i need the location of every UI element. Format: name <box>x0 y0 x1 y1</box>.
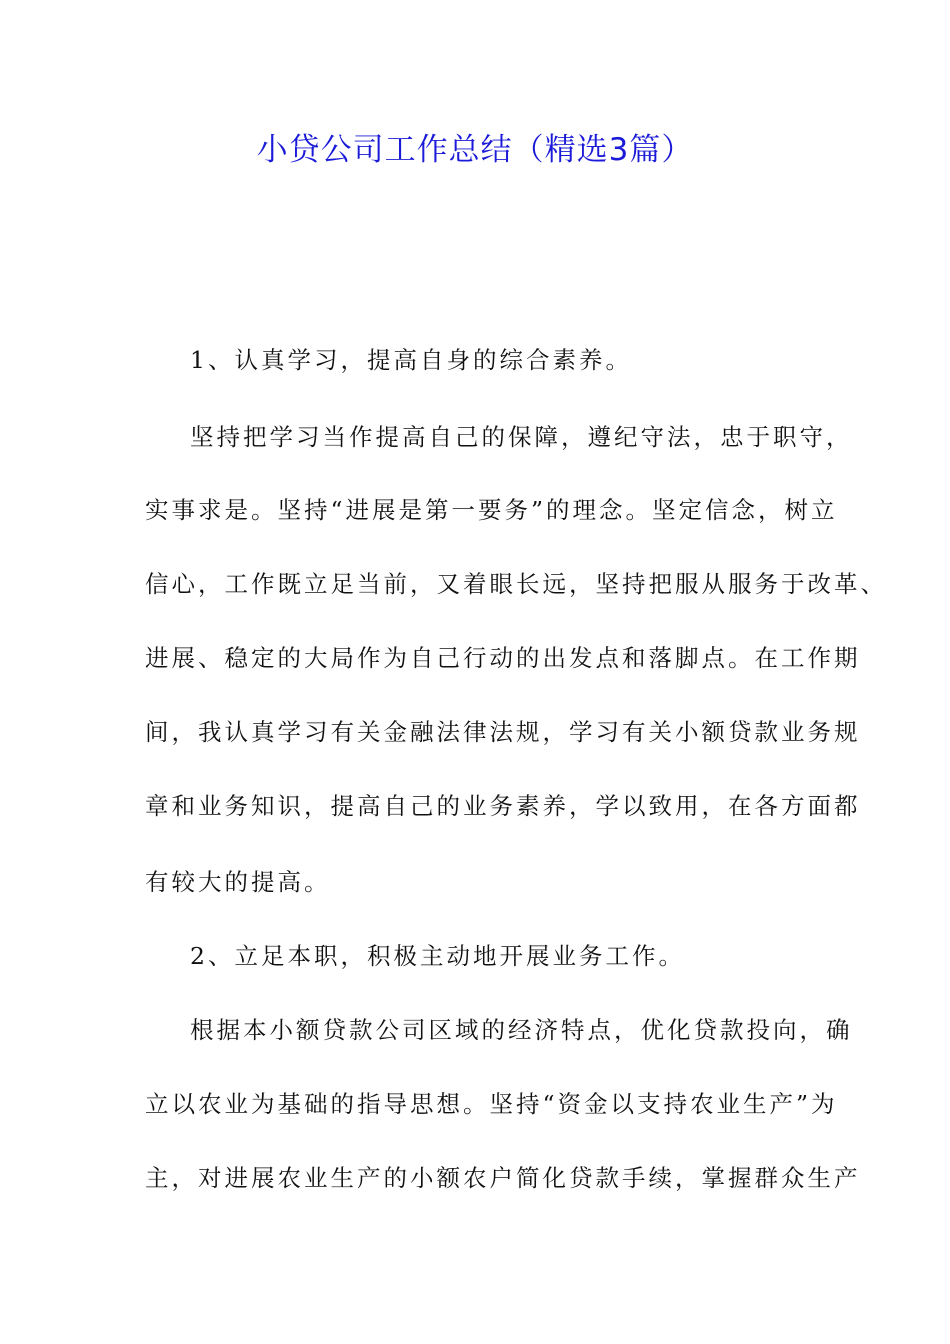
section-heading-2: 2、立足本职，积极主动地开展业务工作。 <box>190 942 685 970</box>
paragraph-line: 根据本小额贷款公司区域的经济特点，优化贷款投向，确 <box>190 1016 853 1044</box>
section-heading-1: 1、认真学习，提高自身的综合素养。 <box>190 346 632 374</box>
paragraph-line: 章和业务知识，提高自己的业务素养，学以致用，在各方面都 <box>145 792 861 820</box>
paragraph-line: 立以农业为基础的指导思想。坚持“资金以支持农业生产”为 <box>145 1090 838 1118</box>
document-title: 小贷公司工作总结（精选3篇） <box>256 132 694 168</box>
paragraph-line: 间，我认真学习有关金融法律法规，学习有关小额贷款业务规 <box>145 718 861 746</box>
paragraph-line: 有较大的提高。 <box>145 868 331 896</box>
paragraph-line: 进展、稳定的大局作为自己行动的出发点和落脚点。在工作期 <box>145 644 861 672</box>
paragraph-line: 主，对进展农业生产的小额农户简化贷款手续，掌握群众生产 <box>145 1164 861 1192</box>
paragraph-line: 信心，工作既立足当前，又着眼长远，坚持把服从服务于改革、 <box>145 570 887 598</box>
paragraph-line: 坚持把学习当作提高自己的保障，遵纪守法，忠于职守， <box>190 423 853 451</box>
paragraph-line: 实事求是。坚持“进展是第一要务”的理念。坚定信念，树立 <box>145 496 838 524</box>
